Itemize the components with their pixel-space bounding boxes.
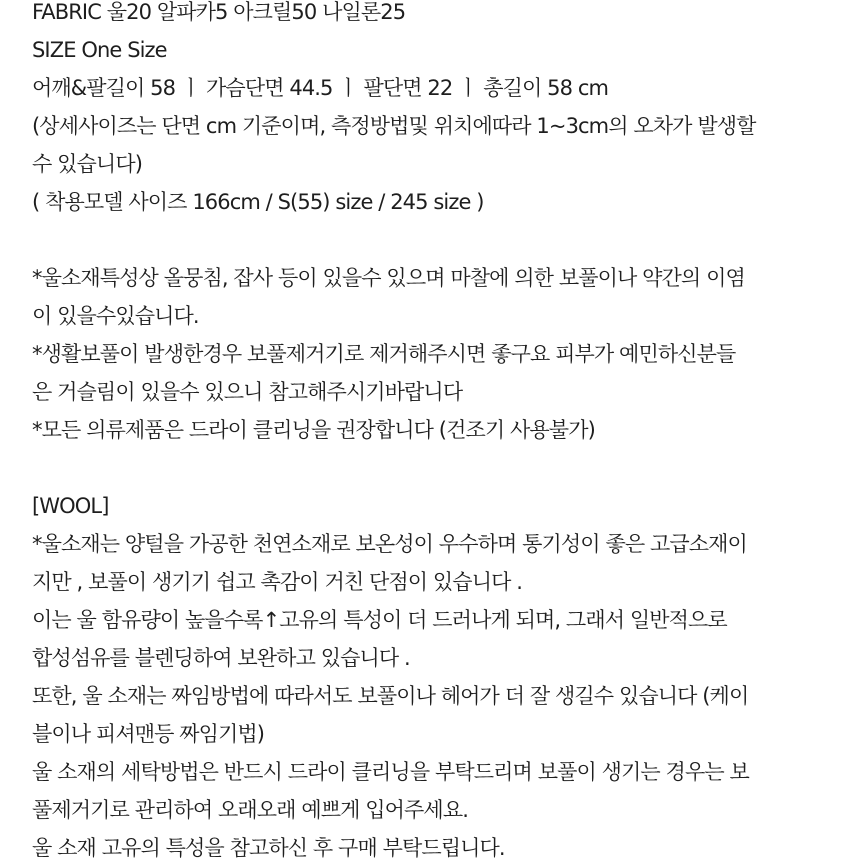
notice-line: 은 거슬림이 있을수 있으니 참고해주시기바랍니다	[32, 380, 463, 404]
model-size: ( 착용모델 사이즈 166cm / S(55) size / 245 size )	[32, 190, 484, 214]
measurement-note-line-2: 수 있습니다)	[32, 152, 142, 176]
spacer	[32, 221, 832, 259]
wool-line: 블이나 피셔맨등 짜임기법)	[32, 722, 265, 746]
product-description	[32, 0, 832, 867]
measurement-note-line-1: (상세사이즈는 단면 cm 기준이며, 측정방법및 위치에따라 1~3cm의 오차가 발생할	[32, 114, 756, 138]
notice-line: *울소재특성상 올뭉침, 잡사 등이 있을수 있으며 마찰에 의한 보풀이나 약간의 이염	[32, 266, 745, 290]
wool-line: 지만 , 보풀이 생기기 쉽고 촉감이 거친 단점이 있습니다 .	[32, 570, 523, 594]
notice-line: 이 있을수있습니다.	[32, 304, 199, 328]
fabric-composition: FABRIC 울20 알파카5 아크릴50 나일론25	[32, 0, 406, 24]
notice-line: *생활보풀이 발생한경우 보풀제거기로 제거해주시면 좋구요 피부가 예민하신분들	[32, 342, 736, 366]
wool-line: 또한, 울 소재는 짜임방법에 따라서도 보풀이나 헤어가 더 잘 생길수 있습니다 (케이	[32, 684, 749, 708]
notice-line: *모든 의류제품은 드라이 클리닝을 권장합니다 (건조기 사용불가)	[32, 418, 595, 442]
wool-line: 이는 울 함유량이 높을수록↑고유의 특성이 더 드러나게 되며, 그래서 일반적으로	[32, 608, 727, 632]
wool-line: 울 소재의 세탁방법은 반드시 드라이 클리닝을 부탁드리며 보풀이 생기는 경우는 보	[32, 760, 749, 784]
wool-line: 합성섬유를 블렌딩하여 보완하고 있습니다 .	[32, 646, 410, 670]
wool-line: *울소재는 양털을 가공한 천연소재로 보온성이 우수하며 통기성이 좋은 고급소재이	[32, 532, 747, 556]
wool-line: 풀제거기로 관리하여 오래오래 예쁘게 입어주세요.	[32, 798, 468, 822]
wool-heading: [WOOL]	[32, 494, 109, 518]
spacer	[32, 449, 832, 487]
size-info: SIZE One Size	[32, 38, 167, 62]
measurements: 어깨&팔길이 58 ㅣ 가슴단면 44.5 ㅣ 팔단면 22 ㅣ 총길이 58 cm	[32, 76, 609, 100]
wool-line: 울 소재 고유의 특성을 참고하신 후 구매 부탁드립니다.	[32, 836, 505, 860]
